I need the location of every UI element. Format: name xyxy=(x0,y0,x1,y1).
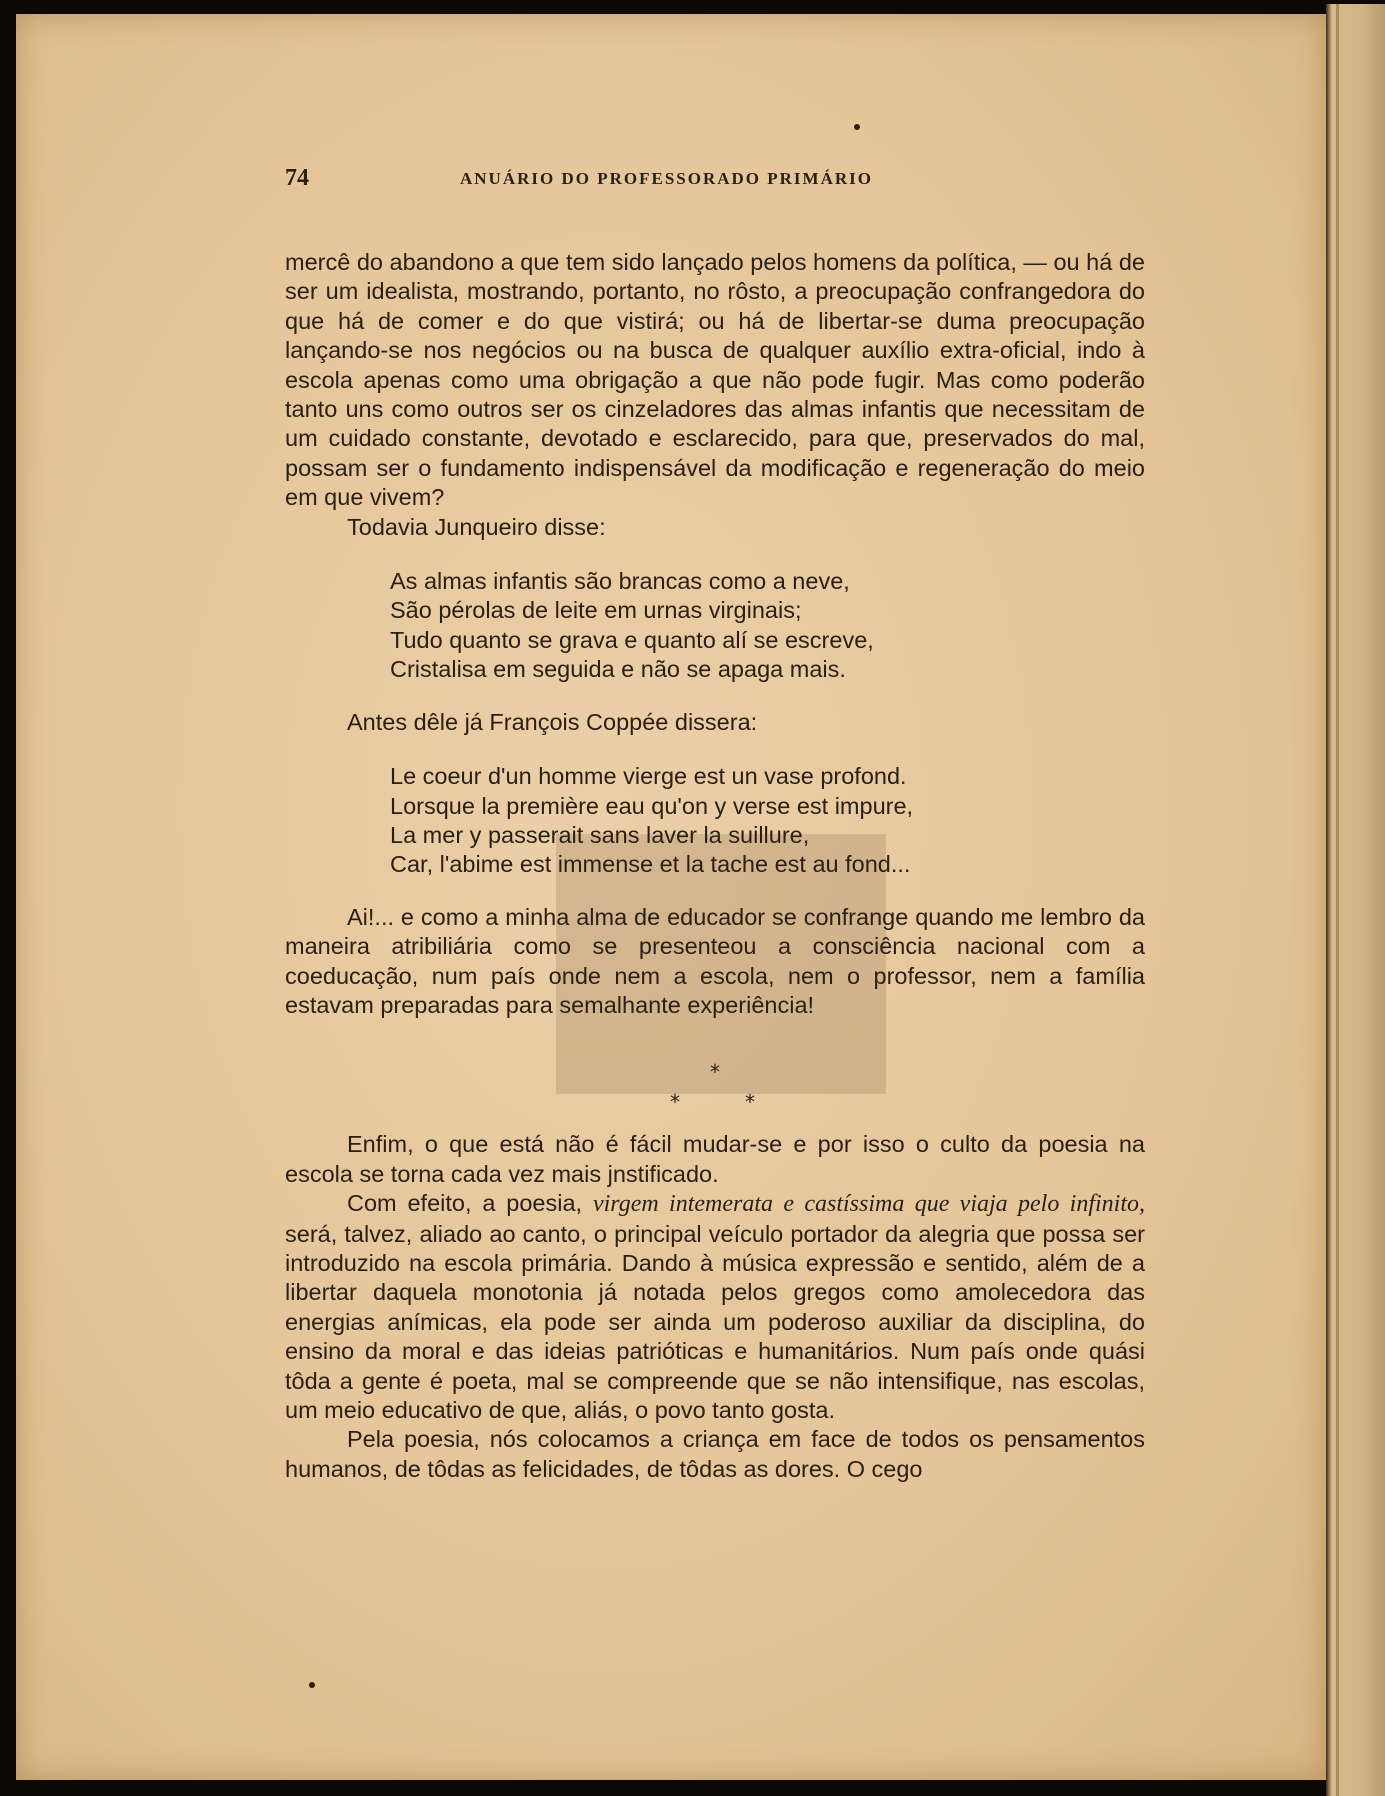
page-speck xyxy=(309,1682,315,1688)
verse-line: Lorsque la première eau qu'on y verse est impure, xyxy=(390,792,914,819)
verse-line: Tudo quanto se grava e quanto alí se escreve, xyxy=(390,626,874,653)
verse-junqueiro xyxy=(390,567,1145,685)
page-number: 74 xyxy=(285,165,309,191)
page-speck xyxy=(854,124,860,130)
paragraph-7: Pela poesia, nós colocamos a criança em face de todos os pensamentos humanos, de tôdas as felicidades, de tôdas as dores. O cego xyxy=(285,1426,1145,1482)
verse-line: Le coeur d'un homme vierge est un vase profond. xyxy=(390,763,907,790)
verse-line: Car, l'abime est immense et la tache est au fond... xyxy=(390,851,911,878)
page-header xyxy=(285,165,985,195)
paragraph-6 xyxy=(285,1189,1145,1425)
paragraph-4: Ai!... e como a minha alma de educador se confrange quando me lembro da maneira atribiliária como se presenteou a consciência nacional com a coeducação, num país onde nem a escola, nem o professor, nem a família estavam preparadas para semalhante experiência! xyxy=(285,903,1145,1018)
paragraph-6-rest: será, talvez, aliado ao canto, o principal veículo portador da alegria que possa ser introduzido na escola primária. Dando à música expressão e sentido, além de a libertar daquela monotonia já notada pelos gregos como amolecedora das energias anímicas, ela pode ser ainda um poderoso auxiliar da disciplina, do ensino da moral e das ideias patrióticas e humanitários. Num país onde quási tôda a gente é poeta, mal se compreende que se não intensifique, nas escolas, um meio educativo de que, aliás, o povo tanto gosta. xyxy=(285,1220,1145,1423)
page-fold xyxy=(1336,4,1339,1796)
asterisk: * xyxy=(745,1090,755,1115)
paragraph-6-start: Com efeito, a poesia, xyxy=(347,1190,593,1217)
asterisk: * xyxy=(670,1090,680,1115)
page-body xyxy=(285,248,1145,1484)
paragraph-1: mercê do abandono a que tem sido lançado pelos homens da política, — ou há de ser um idealista, mostrando, portanto, no rôsto, a preocupação confrangedora do que há de comer e do que vistirá; ou há de libertar-se duma preocupação lançando-se nos negócios ou na busca de qualquer auxílio extra-oficial, indo à escola apenas como uma obrigação a que não pode fugir. Mas como poderão tanto uns como outros ser os cinzeladores das almas infantis que necessitam de um cuidado constante, devotado e esclarecido, para que, preservados do mal, possam ser o fundamento indispensável da modificação e regeneração do meio em que vivem? xyxy=(285,249,1145,511)
paragraph-3: Antes dêle já François Coppée dissera: xyxy=(347,708,758,735)
verse-coppee xyxy=(390,762,1145,880)
paragraph-5: Enfim, o que está não é fácil mudar-se e por isso o culto da poesia na escola se torna cada vez mais jnstificado. xyxy=(285,1131,1145,1187)
paragraph-2: Todavia Junqueiro disse: xyxy=(347,513,606,540)
next-page-edge xyxy=(1326,4,1385,1796)
section-break-asterism xyxy=(285,1030,1145,1130)
paragraph-6-italic: virgem intemerata e castíssima que viaja pelo infinito, xyxy=(592,1191,1145,1218)
verse-line: As almas infantis são brancas como a neve, xyxy=(390,568,850,595)
verse-line: São pérolas de leite em urnas virginais; xyxy=(390,597,802,624)
asterisk: * xyxy=(710,1060,720,1085)
running-title: ANUÁRIO DO PROFESSORADO PRIMÁRIO xyxy=(460,169,873,188)
verse-line: La mer y passerait sans laver la suillure, xyxy=(390,821,810,848)
verse-line: Cristalisa em seguida e não se apaga mais. xyxy=(390,656,846,683)
